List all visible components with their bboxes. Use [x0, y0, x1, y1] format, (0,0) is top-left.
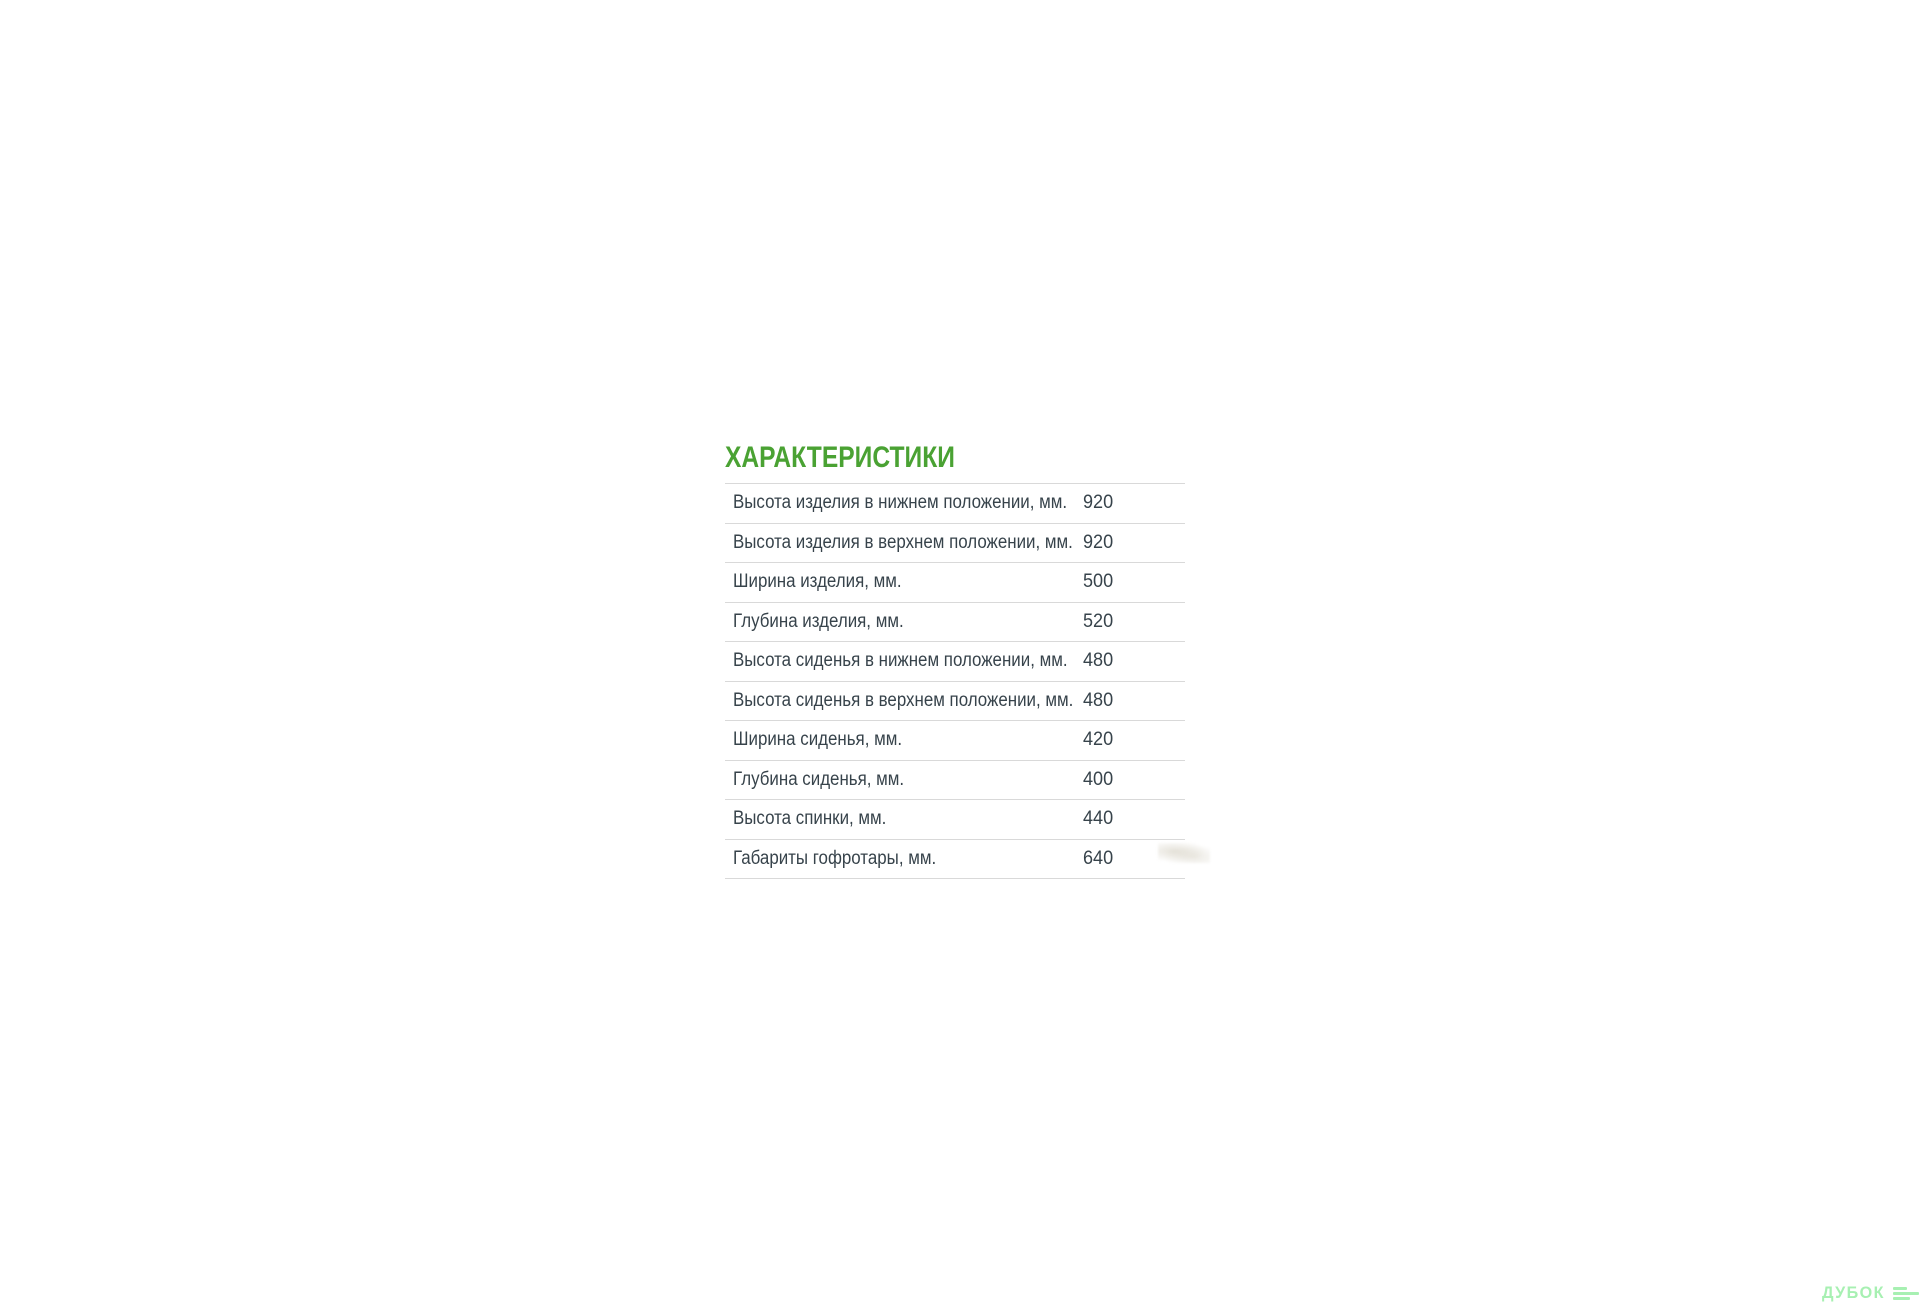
table-row — [725, 721, 1185, 761]
tagline-line — [1893, 1297, 1910, 1300]
spec-value: 920 — [1083, 531, 1114, 553]
spec-label: Глубина изделия, мм. — [733, 610, 904, 632]
table-row — [725, 563, 1185, 603]
section-title: ХАРАКТЕРИСТИКИ — [725, 441, 955, 474]
dubok-tagline-lines — [1893, 1285, 1919, 1300]
spec-label: Габариты гофротары, мм. — [733, 847, 937, 869]
table-row — [725, 840, 1185, 880]
spec-value: 520 — [1083, 610, 1114, 632]
tagline-line — [1893, 1292, 1919, 1295]
spec-value: 480 — [1083, 689, 1114, 711]
spec-value: 420 — [1083, 729, 1114, 751]
dubok-logo-text: ДУБОК — [1822, 1283, 1885, 1302]
spec-label: Высота спинки, мм. — [733, 808, 887, 830]
table-row — [725, 800, 1185, 840]
spec-label: Высота сиденья в нижнем положении, мм. — [733, 650, 1068, 672]
table-row — [725, 524, 1185, 564]
spec-value: 500 — [1083, 571, 1114, 593]
table-row — [725, 642, 1185, 682]
spec-value: 920 — [1083, 492, 1114, 514]
spec-value: 400 — [1083, 768, 1114, 790]
table-row — [725, 484, 1185, 524]
dubok-watermark — [1822, 1285, 1919, 1301]
characteristics-section — [725, 441, 1185, 879]
table-row — [725, 603, 1185, 643]
table-row — [725, 682, 1185, 722]
spec-value: 640 — [1083, 847, 1114, 869]
tagline-line — [1893, 1287, 1907, 1290]
spec-label: Высота изделия в верхнем положении, мм. — [733, 531, 1073, 553]
spec-label: Глубина сиденья, мм. — [733, 768, 905, 790]
spec-label: Высота сиденья в верхнем положении, мм. — [733, 689, 1074, 711]
spec-label: Ширина изделия, мм. — [733, 571, 902, 593]
spec-label: Высота изделия в нижнем положении, мм. — [733, 492, 1068, 514]
spec-table — [725, 483, 1185, 879]
spec-value: 480 — [1083, 650, 1114, 672]
spec-value: 440 — [1083, 808, 1114, 830]
spec-label: Ширина сиденья, мм. — [733, 729, 903, 751]
table-row — [725, 761, 1185, 801]
